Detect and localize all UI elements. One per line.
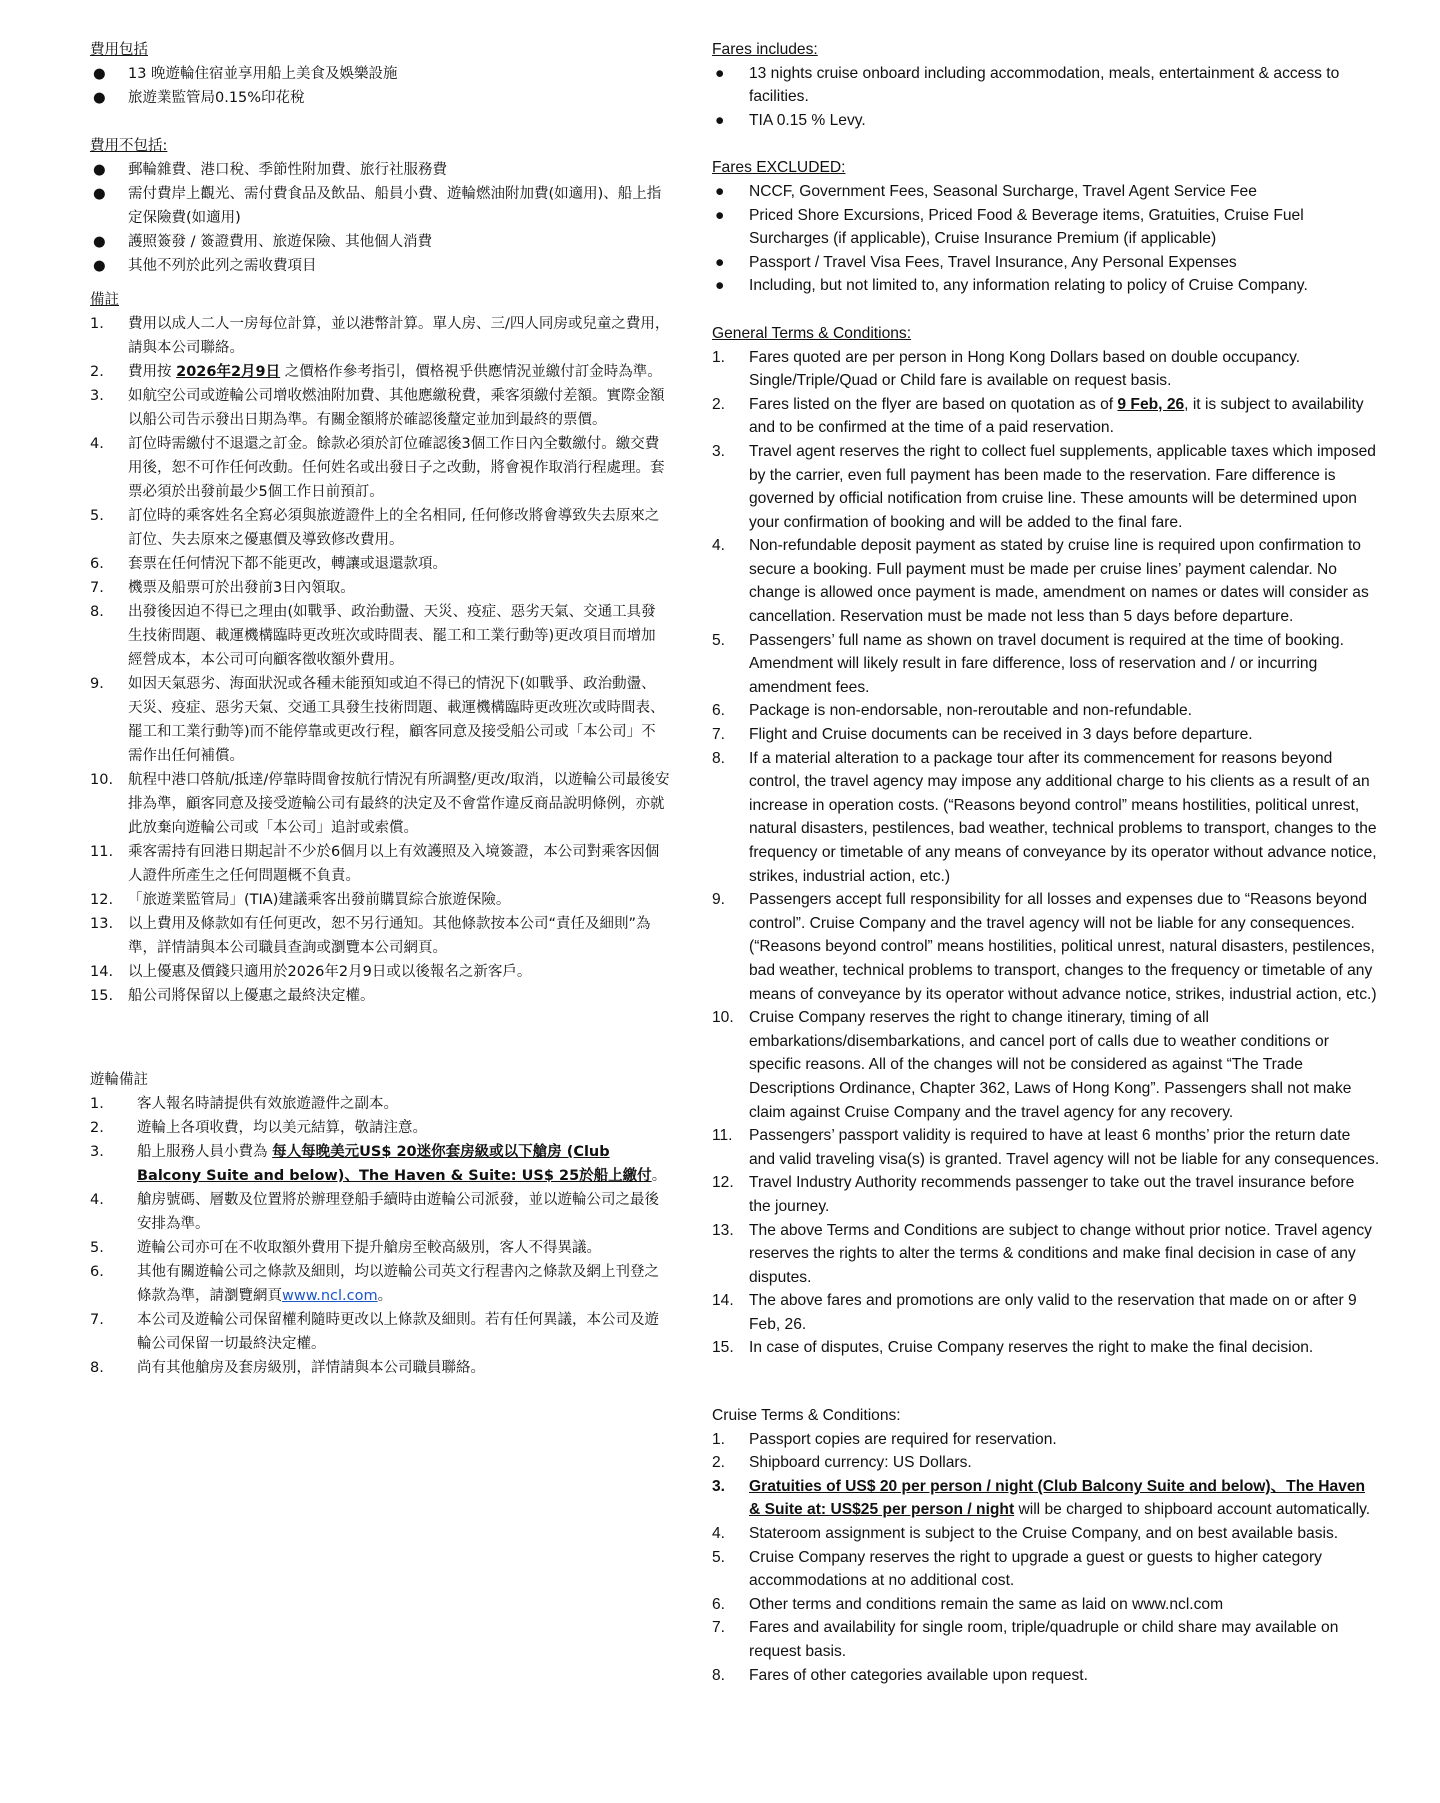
list-item: ● Passport / Travel Visa Fees, Travel Insurance, Any Personal Expenses bbox=[712, 251, 1380, 275]
ncl-website-link[interactable]: www.ncl.com bbox=[282, 1288, 378, 1304]
en-includes-title: Fares includes: bbox=[712, 41, 818, 58]
zh-notes-title: 備註 bbox=[90, 292, 119, 308]
list-item: ● 郵輪雜費、港口稅、季節性附加費、旅行社服務費 bbox=[90, 158, 670, 182]
bullet-icon: ● bbox=[93, 234, 106, 250]
list-item: 5. 訂位時的乘客姓名全寫必須與旅遊證件上的全名相同, 任何修改將會導致失去原來之訂位、失去原來之優惠價及導致修改費用。 bbox=[90, 508, 660, 548]
list-item: ● Priced Shore Excursions, Priced Food & Beverage items, Gratuities, Cruise Fuel Surcharges (if applicable), Cruise Insurance Premium (if applicable) bbox=[712, 204, 1380, 251]
zh-includes-list bbox=[90, 62, 670, 110]
gratuity-rate: 每人每晚美元US$ 20迷你套房級或以下艙房 (Club Balcony Suite and below)、The Haven & Suite: US$ 25於船上繳付 bbox=[137, 1144, 652, 1184]
en-excludes-title: Fares EXCLUDED: bbox=[712, 159, 846, 177]
bullet-icon: ● bbox=[93, 162, 106, 178]
bullet-icon: ● bbox=[715, 64, 725, 82]
list-item: 3. 如航空公司或遊輪公司增收燃油附加費、其他應繳稅費，乘客須繳付差額。實際金額以船公司告示發出日期為準。有關金額將於確認後釐定並加到最終的票價。 bbox=[90, 388, 665, 428]
list-item: 6. Package is non-endorsable, non-reroutable and non-refundable. bbox=[712, 702, 1192, 720]
list-item: 5. Cruise Company reserves the right to upgrade a guest or guests to higher category accommodations at no additional cost. bbox=[712, 1548, 1322, 1590]
list-item: 4. 艙房號碼、層數及位置將於辦理登船手續時由遊輪公司派發，並以遊輪公司之最後安排為準。 bbox=[90, 1192, 659, 1232]
list-item: ● 護照簽發 / 簽證費用、旅遊保險、其他個人消費 bbox=[90, 230, 670, 254]
list-item: 13. 以上費用及條款如有任何更改，恕不另行通知。其他條款按本公司“責任及細則”為準，詳情請與本公司職員查詢或瀏覽本公司網頁。 bbox=[90, 916, 651, 956]
list-item: ● NCCF, Government Fees, Seasonal Surcharge, Travel Agent Service Fee bbox=[712, 180, 1380, 204]
list-item: 2. 遊輪上各項收費，均以美元結算，敬請注意。 bbox=[90, 1120, 427, 1136]
list-item: ● Including, but not limited to, any information relating to policy of Cruise Company. bbox=[712, 274, 1380, 298]
bullet-icon: ● bbox=[715, 182, 725, 200]
list-item: 15. 船公司將保留以上優惠之最終決定權。 bbox=[90, 988, 375, 1004]
list-item: 11. Passengers’ passport validity is required to have at least 6 months’ prior the return date and valid traveling visa(s) is granted. Travel agency will not be liable for any consequences. bbox=[712, 1127, 1380, 1168]
list-item: 5. 遊輪公司亦可在不收取額外費用下提升艙房至較高級別，客人不得異議。 bbox=[90, 1240, 601, 1256]
list-item: 7. 本公司及遊輪公司保留權利隨時更改以上條款及細則。若有任何異議，本公司及遊輪公司保留一切最終決定權。 bbox=[90, 1312, 659, 1352]
list-item: 7. 機票及船票可於出發前3日內領取。 bbox=[90, 580, 355, 596]
list-item: 2. Fares listed on the flyer are based on quotation as of 9 Feb, 26, it is subject to availability and to be confirmed at the time of a paid reservation. bbox=[712, 395, 1364, 437]
list-item: 5. Passengers’ full name as shown on travel document is required at the time of booking. Amendment will likely result in fare difference, loss of reservation and / or incurring amendment fees. bbox=[712, 631, 1344, 696]
bullet-icon: ● bbox=[93, 258, 106, 274]
list-item: ● 需付費岸上觀光、需付費食品及飲品、船員小費、遊輪燃油附加費(如適用)、船上指定保險費(如適用) bbox=[90, 182, 670, 230]
list-item: 2. 費用按 2026年2月9日 之價格作參考指引，價格視乎供應情況並繳付訂金時為準。 bbox=[90, 364, 662, 380]
zh-excludes-title: 費用不包括: bbox=[90, 138, 168, 154]
en-excludes-list bbox=[712, 180, 1380, 298]
list-item: 7. Fares and availability for single room, triple/quadruple or child share may available on request basis. bbox=[712, 1619, 1339, 1660]
list-item: 11. 乘客需持有回港日期起計不少於6個月以上有效護照及入境簽證，本公司對乘客因個人證件所產生之任何問題概不負責。 bbox=[90, 844, 660, 884]
zh-excludes-list bbox=[90, 158, 670, 278]
english-terms-column bbox=[712, 38, 1380, 1687]
list-item: ● 13 晚遊輪住宿並享用船上美食及娛樂設施 bbox=[90, 62, 670, 86]
quote-date: 2026年2月9日 bbox=[176, 364, 281, 380]
en-general-title: General Terms & Conditions: bbox=[712, 324, 912, 342]
en-general-list bbox=[712, 346, 1380, 1361]
list-item: 8. If a material alteration to a package tour after its commencement for reasons beyond control, the travel agency may impose any additional charge to his clients as a result of an increase in operation costs. (“Reasons beyond control” means hostilities, political unrest, natural disasters, pestilences, bad weather, technical problems to transport, changes to the frequency or timetable of any means of conveyance by its operator without advance notice, strikes, industrial action, etc.) bbox=[712, 749, 1377, 885]
list-item: 13. The above Terms and Conditions are subject to change without prior notice. Travel agency reserves the rights to alter the terms & conditions and make final decision in case of any disputes. bbox=[712, 1221, 1372, 1286]
bullet-icon: ● bbox=[93, 66, 106, 82]
list-item: 9. 如因天氣惡劣、海面狀況或各種未能預知或迫不得已的情況下(如戰爭、政治動盪、天災、疫症、惡劣天氣、交通工具發生技術問題、載運機構臨時更改班次或時間表、罷工和工業行動等)而不能停靠或更改行程，顧客同意及接受船公司或「本公司」不需作出任何補償。 bbox=[90, 676, 665, 764]
list-item: 14. The above fares and promotions are only valid to the reservation that made on or after 9 Feb, 26. bbox=[712, 1292, 1357, 1333]
list-item: 1. Passport copies are required for reservation. bbox=[712, 1430, 1057, 1448]
list-item: 2. Shipboard currency: US Dollars. bbox=[712, 1454, 972, 1472]
en-cruise-list bbox=[712, 1428, 1380, 1688]
list-item: ● 13 nights cruise onboard including accommodation, meals, entertainment & access to facilities. bbox=[712, 62, 1380, 109]
gratuity-rate: Gratuities of US$ 20 per person / night (Club Balcony Suite and below)、The Haven & Suite at: US$25 per person / night bbox=[749, 1477, 1366, 1519]
list-item: 9. Passengers accept full responsibility for all losses and expenses due to “Reasons beyond control”. Cruise Company and the travel agency will not be liable for any consequences. (“Reasons beyond control” means hostilities, political unrest, natural disasters, pestilences, bad weather, technical problems to transport, changes to the frequency or timetable of any means of conveyance by its operator without advance notice, strikes, industrial action, etc.) bbox=[712, 891, 1377, 1003]
list-item: 14. 以上優惠及價錢只適用於2026年2月9日或以後報名之新客戶。 bbox=[90, 964, 532, 980]
list-item: 6. 其他有關遊輪公司之條款及細則，均以遊輪公司英文行程書內之條款及網上刊登之條款為準，請瀏覽網頁www.ncl.com。 bbox=[90, 1264, 659, 1304]
list-item: 6. Other terms and conditions remain the same as laid on www.ncl.com bbox=[712, 1595, 1224, 1613]
zh-notes-list bbox=[90, 312, 670, 1008]
list-item: 4. Stateroom assignment is subject to the Cruise Company, and on best available basis. bbox=[712, 1525, 1339, 1543]
list-item: 3. Gratuities of US$ 20 per person / night (Club Balcony Suite and below)、The Haven & Suite at: US$25 per person / night will be charged to shipboard account automatically. bbox=[712, 1477, 1371, 1519]
list-item: 7. Flight and Cruise documents can be received in 3 days before departure. bbox=[712, 726, 1253, 744]
bullet-icon: ● bbox=[715, 206, 725, 224]
list-item: 8. 出發後因迫不得已之理由(如戰爭、政治動盪、天災、疫症、惡劣天氣、交通工具發生技術問題、載運機構臨時更改班次或時間表、罷工和工業行動等)更改項目而增加經營成本，本公司可向顧客徵收額外費用。 bbox=[90, 604, 656, 668]
zh-includes-title: 費用包括 bbox=[90, 42, 148, 58]
bullet-icon: ● bbox=[715, 277, 725, 295]
quote-date: 9 Feb, 26 bbox=[1117, 395, 1185, 413]
list-item: 4. Non-refundable deposit payment as stated by cruise line is required upon confirmation to secure a booking. Full payment must be made per cruise lines’ payment calendar. No change is allowed once payment is made, amendment on names or dates will consider as cancellation. Reservation must be made not less than 5 days before departure. bbox=[712, 537, 1369, 626]
chinese-terms-column bbox=[90, 38, 670, 1380]
list-item: 10. 航程中港口啓航/抵達/停靠時間會按航行情況有所調整/更改/取消，以遊輪公司最後安排為準，顧客同意及接受遊輪公司有最終的決定及不會當作違反商品說明條例，亦就此放棄向遊輪公司或「本公司」追討或索償。 bbox=[90, 772, 670, 836]
zh-cruise-list bbox=[90, 1092, 670, 1380]
list-item: 4. 訂位時需繳付不退還之訂金。餘款必須於訂位確認後3個工作日內全數繳付。繳交費用後，恕不可作任何改動。任何姓名或出發日子之改動，將會視作取消行程處理。套票必須於出發前最少5個工作日前預訂。 bbox=[90, 436, 665, 500]
list-item: 3. 船上服務人員小費為 每人每晚美元US$ 20迷你套房級或以下艙房 (Club Balcony Suite and below)、The Haven & Suite: US$ 25於船上繳付。 bbox=[90, 1144, 667, 1184]
list-item: 1. 客人報名時請提供有效旅遊證件之副本。 bbox=[90, 1096, 398, 1112]
list-item: 3. Travel agent reserves the right to collect fuel supplements, applicable taxes which imposed by the carrier, even full payment has been made to the reservation. Fare difference is governed by official notification from cruise line. These amounts will be determined upon your confirmation of booking and will be added to the final fare. bbox=[712, 442, 1376, 531]
list-item: 10. Cruise Company reserves the right to change itinerary, timing of all embarkations/disembarkations, and cancel port of calls due to weather conditions or specific reasons. All of the changes will not be considered as against “The Trade Descriptions Ordinance, Chapter 362, Laws of Hong Kong”. Passengers shall not make claim against Cruise Company and the travel agency for any recovery. bbox=[712, 1009, 1352, 1121]
zh-cruise-title: 遊輪備註 bbox=[90, 1072, 148, 1088]
list-item: 15. In case of disputes, Cruise Company reserves the right to make the final decision. bbox=[712, 1339, 1314, 1357]
bullet-icon: ● bbox=[715, 111, 725, 129]
list-item: 1. 費用以成人二人一房每位計算，並以港幣計算。單人房、三/四人同房或兒童之費用，請與本公司聯絡。 bbox=[90, 316, 670, 356]
list-item: 6. 套票在任何情況下都不能更改，轉讓或退還款項。 bbox=[90, 556, 447, 572]
list-item: 12. 「旅遊業監管局」(TIA)建議乘客出發前購買綜合旅遊保險。 bbox=[90, 892, 511, 908]
list-item: ● TIA 0.15 % Levy. bbox=[712, 109, 1380, 133]
bullet-icon: ● bbox=[93, 90, 106, 106]
list-item: ● 旅遊業監管局0.15%印花稅 bbox=[90, 86, 670, 110]
bullet-icon: ● bbox=[715, 253, 725, 271]
list-item: 1. Fares quoted are per person in Hong Kong Dollars based on double occupancy. Single/Triple/Quad or Child fare is available on request basis. bbox=[712, 348, 1301, 390]
list-item: 12. Travel Industry Authority recommends passenger to take out the travel insurance before the journey. bbox=[712, 1174, 1355, 1215]
en-includes-list bbox=[712, 62, 1380, 133]
list-item: 8. Fares of other categories available upon request. bbox=[712, 1666, 1088, 1684]
list-item: 8. 尚有其他艙房及套房級別，詳情請與本公司職員聯絡。 bbox=[90, 1360, 485, 1376]
en-cruise-title: Cruise Terms & Conditions: bbox=[712, 1407, 901, 1425]
list-item: ● 其他不列於此列之需收費項目 bbox=[90, 254, 670, 278]
bullet-icon: ● bbox=[93, 186, 106, 202]
